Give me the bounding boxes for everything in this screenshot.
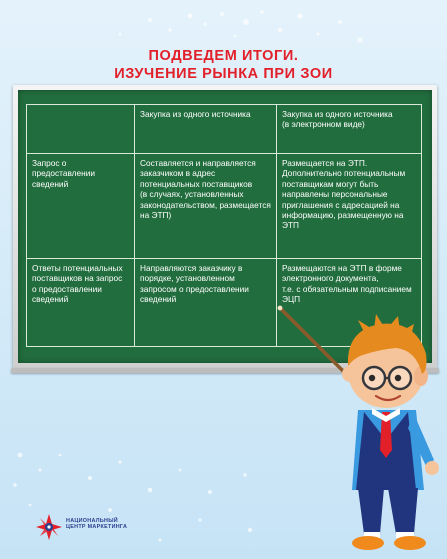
- page-title-line-1: ПОДВЕДЕМ ИТОГИ.: [148, 48, 299, 64]
- brand-name-line-1: НАЦИОНАЛЬНЫЙ: [66, 518, 118, 524]
- table-header-cell-single-source-electronic: [277, 105, 422, 154]
- table-cell-text: Ответы потенциальных поставщиков на запрос о предоставлении сведений: [32, 263, 123, 305]
- table-header-cell-single-source: [135, 105, 277, 154]
- table-cell: [27, 259, 135, 347]
- table-header-single-source-electronic-text: Закупка из одного источника (в электронном виде): [282, 109, 393, 130]
- table-header-row: [27, 105, 422, 154]
- brand-name-line-2: ЦЕНТР МАРКЕТИНГА: [66, 524, 128, 531]
- table-cell-text: Размещаются на ЭТП в форме электронного документа, т.е. с обязательным подписанием ЭЦП: [282, 263, 412, 305]
- table-cell: [135, 259, 277, 347]
- brand-name: [66, 518, 127, 530]
- table-header-cell-empty: [27, 105, 135, 154]
- table-header-single-source-text: Закупка из одного источника: [140, 109, 251, 119]
- table-cell: [135, 154, 277, 259]
- table-row: [27, 154, 422, 259]
- table-cell-text: Направляются заказчику в порядке, установленном запросом о предоставлении сведений: [140, 263, 249, 305]
- page-title-line-2: ИЗУЧЕНИЕ РЫНКА ПРИ ЗОИ: [114, 66, 333, 82]
- table-cell: [277, 154, 422, 259]
- table-cell-text: Размещается на ЭТП. Дополнительно потенциальным поставщикам могут быть направлены персональные приглашения с адресацией на информацию, размещенную на ЭТП: [282, 158, 406, 231]
- table-cell-text: Запрос о предоставлении сведений: [32, 158, 95, 189]
- table-cell: [27, 154, 135, 259]
- national-marketing-center-logo-icon: [34, 512, 64, 542]
- teacher-mascot-icon: [276, 290, 447, 559]
- table-cell-text: Составляется и направляется заказчиком в адрес потенциальных поставщиков (в случаях, установленных законодательством, размещается на ЭТП): [140, 158, 271, 221]
